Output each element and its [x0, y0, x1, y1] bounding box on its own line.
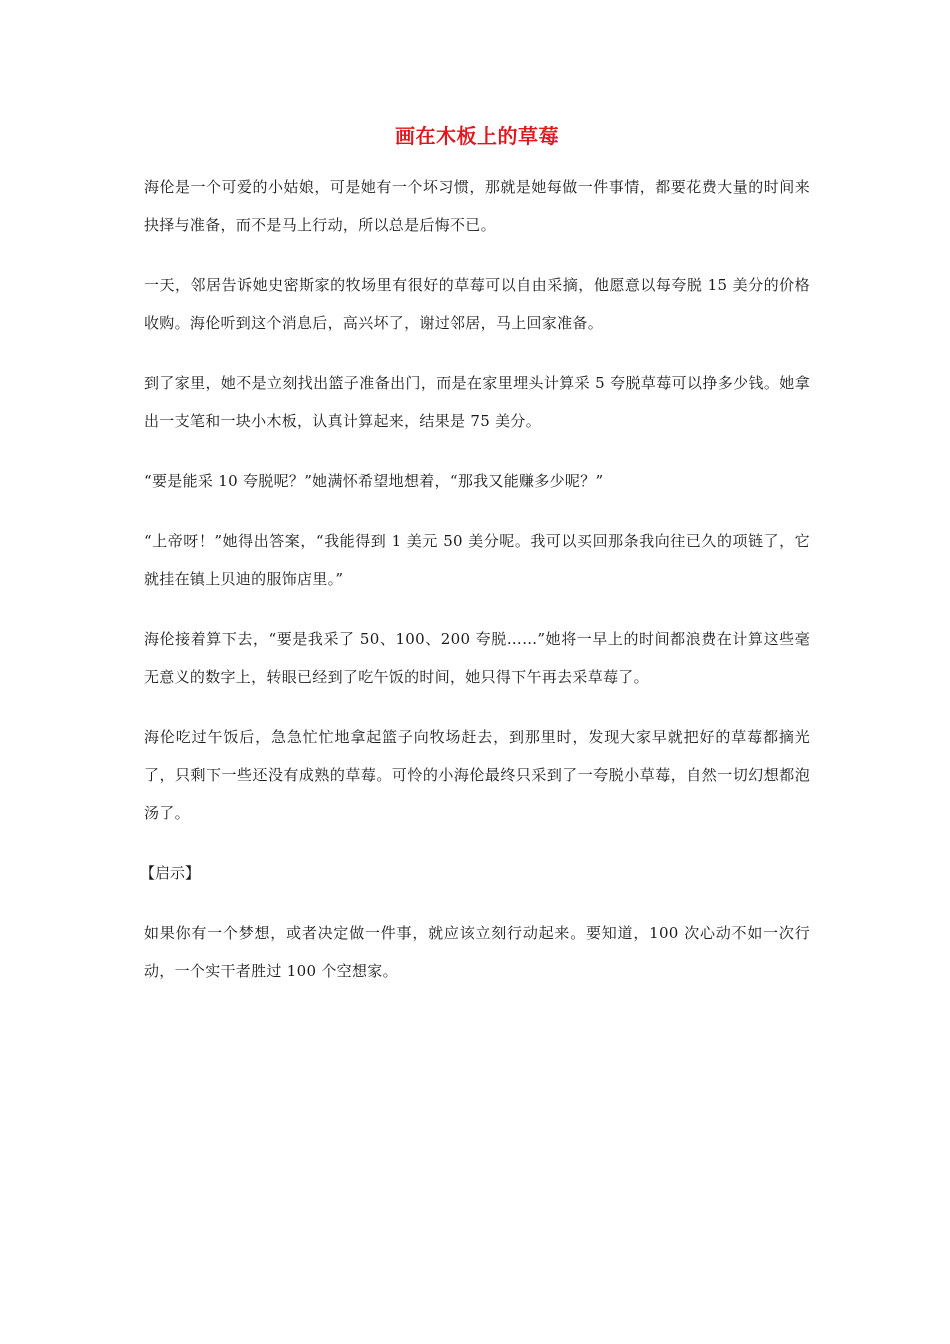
paragraph-7: 海伦吃过午饭后，急急忙忙地拿起篮子向牧场赶去，到那里时，发现大家早就把好的草莓都摘光了，只剩下一些还没有成熟的草莓。可怜的小海伦最终只采到了一夸脱小草莓，自然一切幻想都泡汤了。	[144, 728, 810, 822]
paragraph-4: “要是能采 10 夸脱呢？”她满怀希望地想着，“那我又能赚多少呢？”	[144, 472, 604, 490]
paragraph-2: 一天，邻居告诉她史密斯家的牧场里有很好的草莓可以自由采摘，他愿意以每夸脱 15 美分的价格收购。海伦听到这个消息后，高兴坏了，谢过邻居，马上回家准备。	[144, 276, 810, 332]
paragraph-6: 海伦接着算下去，“要是我采了 50、100、200 夸脱……”她将一早上的时间都浪费在计算这些毫无意义的数字上，转眼已经到了吃午饭的时间，她只得下午再去采草莓了。	[144, 630, 810, 686]
paragraph-5: “上帝呀！”她得出答案，“我能得到 1 美元 50 美分呢。我可以买回那条我向往已久的项链了，它就挂在镇上贝迪的服饰店里。”	[144, 532, 810, 588]
paragraph-3: 到了家里，她不是立刻找出篮子准备出门，而是在家里埋头计算采 5 夸脱草莓可以挣多少钱。她拿出一支笔和一块小木板，认真计算起来，结果是 75 美分。	[144, 374, 810, 430]
document-title: 画在木板上的草莓	[395, 124, 559, 148]
paragraph-1: 海伦是一个可爱的小姑娘，可是她有一个坏习惯，那就是她每做一件事情，都要花费大量的时间来抉择与准备，而不是马上行动，所以总是后悔不已。	[144, 178, 810, 234]
lesson-text: 如果你有一个梦想，或者决定做一件事，就应该立刻行动起来。要知道，100 次心动不如一次行动，一个实干者胜过 100 个空想家。	[144, 924, 810, 980]
document-page	[140, 118, 810, 1012]
lesson-heading: 【启示】	[140, 864, 201, 882]
